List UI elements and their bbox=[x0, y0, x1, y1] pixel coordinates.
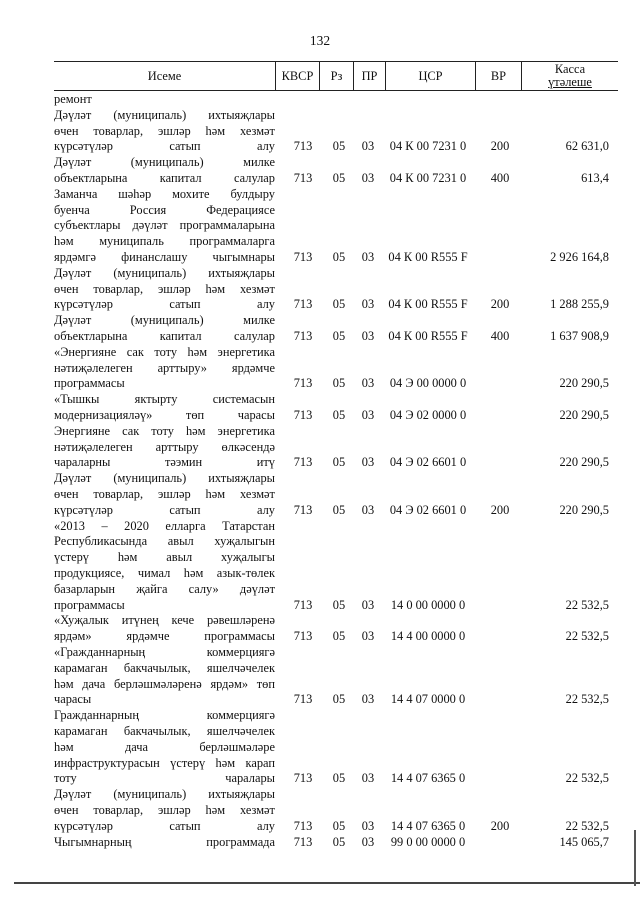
header-rz: Рз bbox=[319, 62, 353, 90]
row-rz: 05 bbox=[332, 328, 346, 343]
row-name bbox=[54, 471, 275, 518]
row-sum: 22 532,5 bbox=[565, 629, 609, 644]
scan-edge-bottom bbox=[14, 882, 640, 884]
row-name-line: Заманча шәһәр мохите булдыру bbox=[54, 186, 275, 201]
row-kvsr: 713 bbox=[293, 328, 313, 343]
row-name-line: ярдәмгә финанслашу чыгымнары bbox=[54, 249, 275, 264]
header-sum-line1: Касса bbox=[554, 62, 586, 76]
row-name-line: тоту чаралары bbox=[54, 771, 275, 786]
row-vr: 200 bbox=[490, 818, 510, 833]
row-kvsr: 713 bbox=[293, 455, 313, 470]
row-name-line: өчен товарлар, эшләр һәм хезмәт bbox=[54, 486, 275, 501]
row-name-line: Дәүләт (муниципаль) ихтыяҗлары bbox=[54, 471, 275, 486]
table-row bbox=[54, 345, 618, 392]
row-csr: 14 4 07 6365 0 bbox=[390, 771, 466, 786]
row-vr: 400 bbox=[490, 170, 510, 185]
table-row bbox=[54, 613, 618, 645]
row-name-line: ярдәм» ярдәмче программасы bbox=[54, 629, 275, 644]
row-rz: 05 bbox=[332, 407, 346, 422]
row-rz: 05 bbox=[332, 170, 346, 185]
row-kvsr: 713 bbox=[293, 834, 313, 849]
header-name: Исеме bbox=[147, 68, 182, 83]
row-vr: 200 bbox=[490, 139, 510, 154]
row-csr: 14 0 00 0000 0 bbox=[390, 597, 466, 612]
row-name bbox=[54, 424, 275, 471]
row-pr: 03 bbox=[361, 170, 375, 185]
row-name-line: «Энергияне сак тоту һәм энергетика bbox=[54, 344, 275, 359]
row-sum: 1 288 255,9 bbox=[550, 297, 609, 312]
header-vr: ВР bbox=[475, 62, 521, 90]
row-name bbox=[54, 155, 275, 187]
row-name-line: үстерү һәм авыл хуҗалыгы bbox=[54, 550, 275, 565]
table-row bbox=[54, 424, 618, 471]
row-kvsr: 713 bbox=[293, 629, 313, 644]
row-name-line: Дәүләт (муниципаль) ихтыяҗлары bbox=[54, 265, 275, 280]
row-pr: 03 bbox=[361, 376, 375, 391]
row-csr: 14 4 00 0000 0 bbox=[390, 629, 466, 644]
row-pr: 03 bbox=[361, 629, 375, 644]
row-name-line: Дәүләт (муниципаль) милке bbox=[54, 313, 275, 328]
row-csr: 04 К 00 7231 0 bbox=[389, 170, 467, 185]
row-name-line: өчен товарлар, эшләр һәм хезмәт bbox=[54, 123, 275, 138]
row-name-line: чарасы bbox=[54, 692, 92, 707]
row-name-line: объектларына капитал салулар bbox=[54, 328, 275, 343]
row-pr: 03 bbox=[361, 139, 375, 154]
table-row bbox=[54, 392, 618, 424]
row-sum: 145 065,7 bbox=[559, 834, 609, 849]
row-name-line: буенча Россия Федерациясе bbox=[54, 202, 275, 217]
row-name-line: чараларны тәэмин итү bbox=[54, 455, 275, 470]
table-header bbox=[54, 61, 618, 91]
row-rz: 05 bbox=[332, 771, 346, 786]
row-name-line: программасы bbox=[54, 597, 125, 612]
row-name-line: «2013 – 2020 елларга Татарстан bbox=[54, 518, 275, 533]
row-csr: 04 К 00 R555 F bbox=[388, 328, 468, 343]
row-csr: 04 К 00 7231 0 bbox=[389, 139, 467, 154]
row-name-line: һәм дача берләшмәләренә ярдәм» төп bbox=[54, 676, 275, 691]
row-name-line: Энергияне сак тоту һәм энергетика bbox=[54, 423, 275, 438]
table-row bbox=[54, 108, 618, 155]
scan-edge-right bbox=[634, 830, 636, 886]
row-rz: 05 bbox=[332, 139, 346, 154]
row-pr: 03 bbox=[361, 771, 375, 786]
row-kvsr: 713 bbox=[293, 376, 313, 391]
row-kvsr: 713 bbox=[293, 502, 313, 517]
header-pr: ПР bbox=[353, 62, 385, 90]
row-pr: 03 bbox=[361, 502, 375, 517]
row-name-line: өчен товарлар, эшләр һәм хезмәт bbox=[54, 281, 275, 296]
row-name-line: Республикасында авыл хуҗалыгын bbox=[54, 534, 275, 549]
row-name bbox=[54, 345, 275, 392]
row-sum: 1 637 908,9 bbox=[550, 328, 609, 343]
row-name-line: объектларына капитал салулар bbox=[54, 170, 275, 185]
row-kvsr: 713 bbox=[293, 297, 313, 312]
row-name-line: Чыгымнарның программада bbox=[54, 834, 275, 849]
row-name-line: һәм муниципаль программаларга bbox=[54, 234, 275, 249]
row-name bbox=[54, 708, 275, 787]
row-name-line: нәтиҗәлелеген арттыру» ярдәмче bbox=[54, 360, 275, 375]
row-name-line: программасы bbox=[54, 376, 125, 391]
header-sum-line2: үтәлеше bbox=[548, 75, 592, 89]
row-name-line: «Тышкы яктырту системасын bbox=[54, 392, 275, 407]
row-name bbox=[54, 108, 275, 155]
header-kvsr: КВСР bbox=[275, 62, 319, 90]
row-name bbox=[54, 519, 275, 614]
row-kvsr: 713 bbox=[293, 139, 313, 154]
row-rz: 05 bbox=[332, 692, 346, 707]
row-name-line: нәтиҗәлелеген арттыру өлкәсендә bbox=[54, 439, 275, 454]
row-rz: 05 bbox=[332, 455, 346, 470]
row-name-line: күрсәтүләр сатып алу bbox=[54, 139, 275, 154]
row-csr: 14 4 07 0000 0 bbox=[390, 692, 466, 707]
row-kvsr: 713 bbox=[293, 597, 313, 612]
row-name-line: карамаган бакчачылык, яшелчәчелек bbox=[54, 660, 275, 675]
row-name bbox=[54, 187, 275, 266]
row-csr: 04 Э 02 6601 0 bbox=[389, 502, 467, 517]
row-sum: 22 532,5 bbox=[565, 771, 609, 786]
table-row bbox=[54, 155, 618, 187]
table-row bbox=[54, 645, 618, 708]
row-pr: 03 bbox=[361, 834, 375, 849]
row-name bbox=[54, 392, 275, 424]
row-name-line: субъектлары дәүләт программаларына bbox=[54, 218, 275, 233]
row-rz: 05 bbox=[332, 502, 346, 517]
row-sum: 22 532,5 bbox=[565, 692, 609, 707]
row-csr: 04 К 00 R555 F bbox=[388, 297, 468, 312]
row-vr: 200 bbox=[490, 297, 510, 312]
row-pr: 03 bbox=[361, 297, 375, 312]
row-name-line: модернизацияләү» төп чарасы bbox=[54, 407, 275, 422]
row-rz: 05 bbox=[332, 834, 346, 849]
row-name-line: Гражданнарның коммерциягә bbox=[54, 708, 275, 723]
row-sum: 22 532,5 bbox=[565, 597, 609, 612]
row-sum: 62 631,0 bbox=[565, 139, 609, 154]
row-csr: 04 Э 00 0000 0 bbox=[389, 376, 467, 391]
row-rz: 05 bbox=[332, 818, 346, 833]
row-name-line: күрсәтүләр сатып алу bbox=[54, 502, 275, 517]
row-name-line: инфраструктурасын үстерү һәм карап bbox=[54, 755, 275, 770]
row-rz: 05 bbox=[332, 297, 346, 312]
row-pr: 03 bbox=[361, 328, 375, 343]
table-row bbox=[54, 187, 618, 266]
row-rz: 05 bbox=[332, 249, 346, 264]
row-name-line: Дәүләт (муниципаль) милке bbox=[54, 155, 275, 170]
table-row bbox=[54, 708, 618, 787]
row-vr: 200 bbox=[490, 502, 510, 517]
row-name-line: күрсәтүләр сатып алу bbox=[54, 818, 275, 833]
row-pr: 03 bbox=[361, 818, 375, 833]
row-name bbox=[54, 645, 275, 708]
row-sum: 220 290,5 bbox=[559, 502, 609, 517]
row-csr: 04 Э 02 6601 0 bbox=[389, 455, 467, 470]
row-pr: 03 bbox=[361, 249, 375, 264]
row-sum: 22 532,5 bbox=[565, 818, 609, 833]
header-sum bbox=[521, 62, 618, 90]
table-row bbox=[54, 471, 618, 518]
row-sum: 220 290,5 bbox=[559, 376, 609, 391]
row-name-line: һәм дача берләшмәләре bbox=[54, 739, 275, 754]
row-rz: 05 bbox=[332, 597, 346, 612]
row-csr: 04 Э 02 0000 0 bbox=[389, 407, 467, 422]
row-name-line: күрсәтүләр сатып алу bbox=[54, 297, 275, 312]
row-sum: 220 290,5 bbox=[559, 407, 609, 422]
row-name-line: өчен товарлар, эшләр һәм хезмәт bbox=[54, 802, 275, 817]
row-name-line: Дәүләт (муниципаль) ихтыяҗлары bbox=[54, 787, 275, 802]
page-number: 132 bbox=[309, 33, 331, 48]
row-kvsr: 713 bbox=[293, 818, 313, 833]
row-csr: 04 К 00 R555 F bbox=[388, 249, 468, 264]
row-sum: 2 926 164,8 bbox=[550, 249, 609, 264]
row-name-line: «Хуҗалык итүнең кече рәвешләренә bbox=[54, 613, 275, 628]
row-name bbox=[54, 787, 275, 834]
row-name bbox=[54, 613, 275, 645]
row-kvsr: 713 bbox=[293, 407, 313, 422]
row-name-line: базарларын җайга салу» дәүләт bbox=[54, 581, 275, 596]
row-name-line: Дәүләт (муниципаль) ихтыяҗлары bbox=[54, 107, 275, 122]
table-row bbox=[54, 519, 618, 614]
table-row bbox=[54, 835, 618, 851]
row-name-line: ремонт bbox=[54, 92, 92, 106]
table-row bbox=[54, 92, 618, 108]
row-pr: 03 bbox=[361, 597, 375, 612]
table-row bbox=[54, 266, 618, 313]
row-rz: 05 bbox=[332, 629, 346, 644]
row-name bbox=[54, 92, 275, 108]
row-sum: 613,4 bbox=[581, 170, 609, 185]
row-name-line: карамаган бакчачылык, яшелчәчелек bbox=[54, 723, 275, 738]
row-sum: 220 290,5 bbox=[559, 455, 609, 470]
row-pr: 03 bbox=[361, 692, 375, 707]
row-pr: 03 bbox=[361, 455, 375, 470]
row-csr: 99 0 00 0000 0 bbox=[390, 834, 466, 849]
row-rz: 05 bbox=[332, 376, 346, 391]
row-name bbox=[54, 835, 275, 851]
row-kvsr: 713 bbox=[293, 249, 313, 264]
row-vr: 400 bbox=[490, 328, 510, 343]
row-name bbox=[54, 313, 275, 345]
row-kvsr: 713 bbox=[293, 692, 313, 707]
row-name-line: продукциясе, чимал һәм азык-төлек bbox=[54, 565, 275, 580]
row-pr: 03 bbox=[361, 407, 375, 422]
row-csr: 14 4 07 6365 0 bbox=[390, 818, 466, 833]
row-name-line: «Гражданнарның коммерциягә bbox=[54, 645, 275, 659]
header-csr: ЦСР bbox=[385, 62, 475, 90]
table-row bbox=[54, 313, 618, 345]
table-row bbox=[54, 787, 618, 834]
row-kvsr: 713 bbox=[293, 170, 313, 185]
row-kvsr: 713 bbox=[293, 771, 313, 786]
row-name bbox=[54, 266, 275, 313]
